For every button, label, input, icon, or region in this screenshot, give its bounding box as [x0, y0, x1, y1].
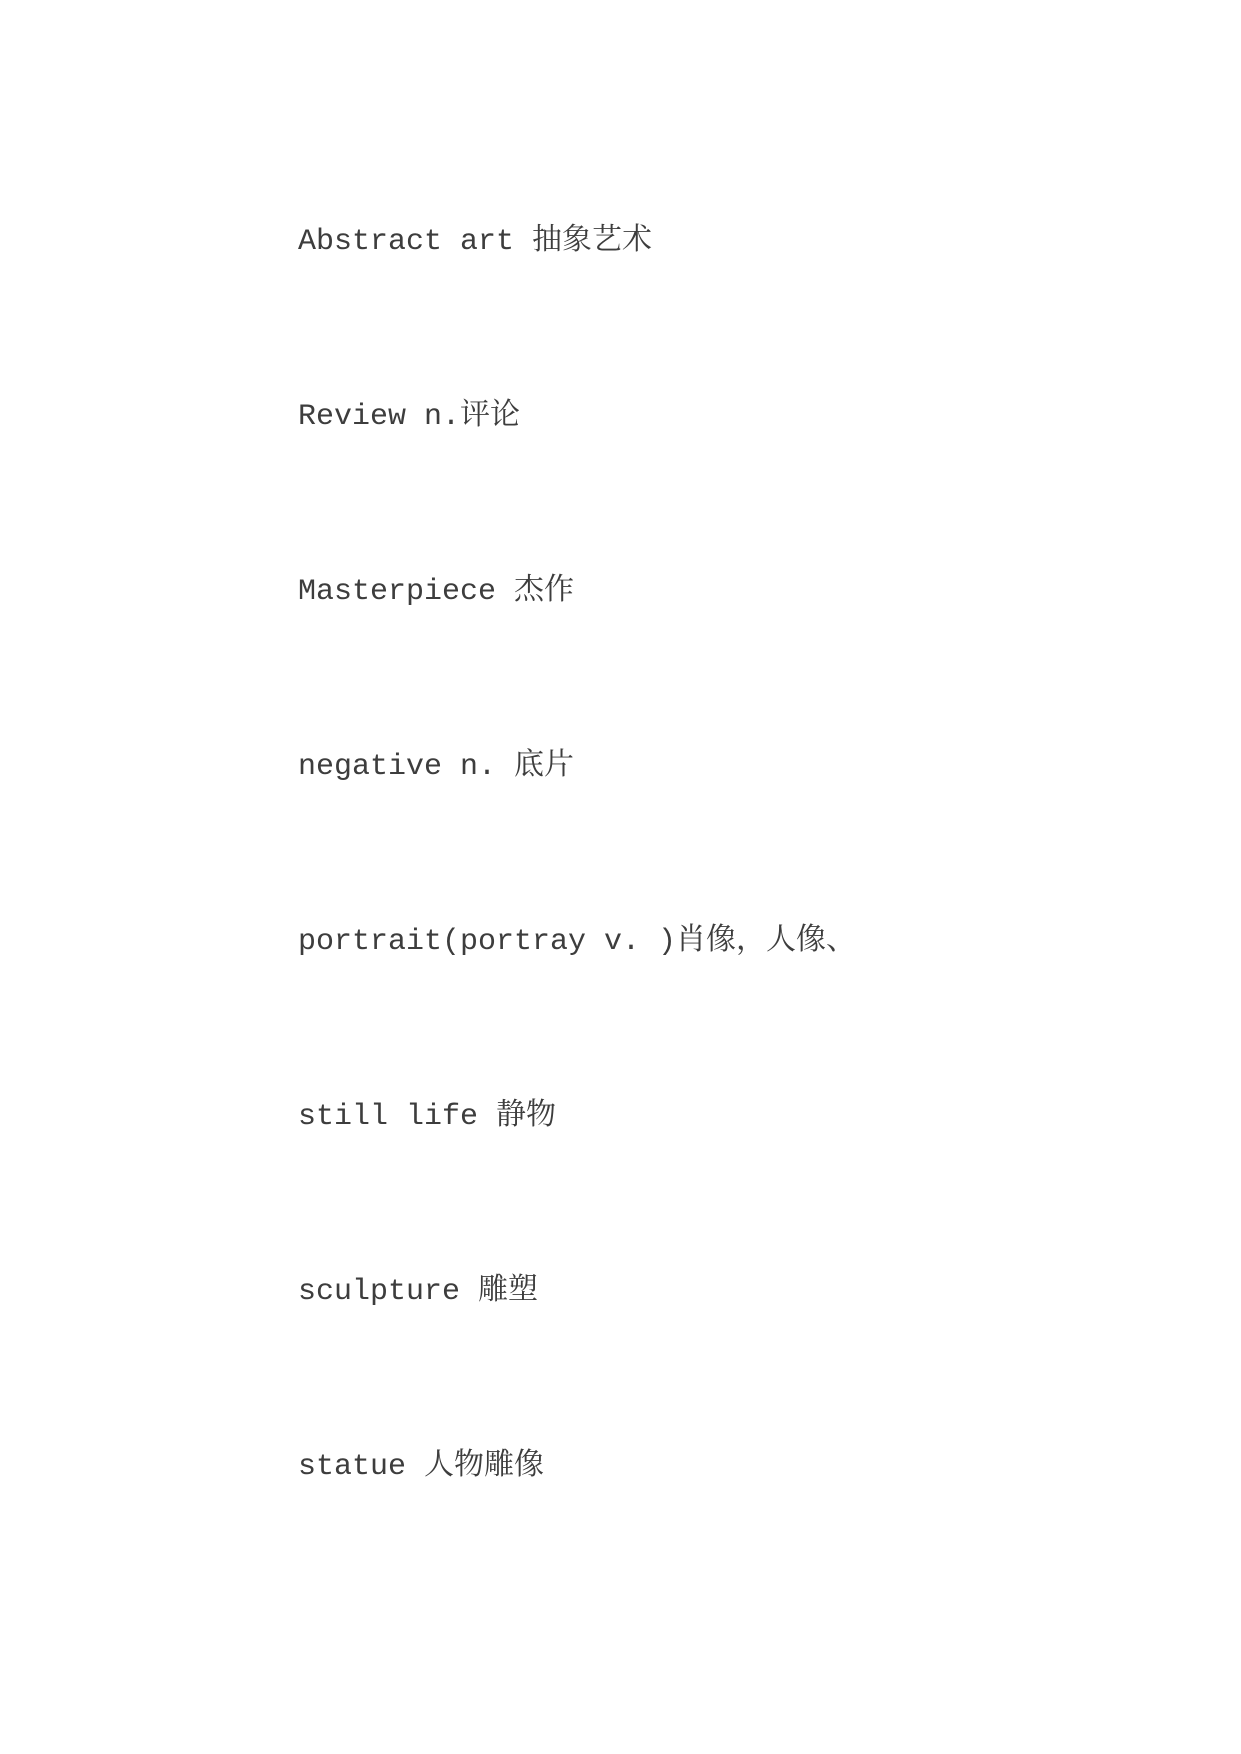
vocab-entry-sculpture: sculpture 雕塑	[298, 1275, 539, 1309]
vocab-entry-still-life: still life 静物	[298, 1100, 557, 1134]
vocab-list	[298, 225, 1201, 1625]
vocab-entry-portrait: portrait(portray v. )肖像，人像、	[298, 925, 857, 959]
vocab-entry-review: Review n.评论	[298, 400, 521, 434]
vocab-entry-abstract-art: Abstract art 抽象艺术	[298, 225, 653, 259]
vocab-entry-negative: negative n. 底片	[298, 750, 575, 784]
vocab-entry-masterpiece: Masterpiece 杰作	[298, 575, 575, 609]
vocab-entry-statue: statue 人物雕像	[298, 1450, 545, 1484]
